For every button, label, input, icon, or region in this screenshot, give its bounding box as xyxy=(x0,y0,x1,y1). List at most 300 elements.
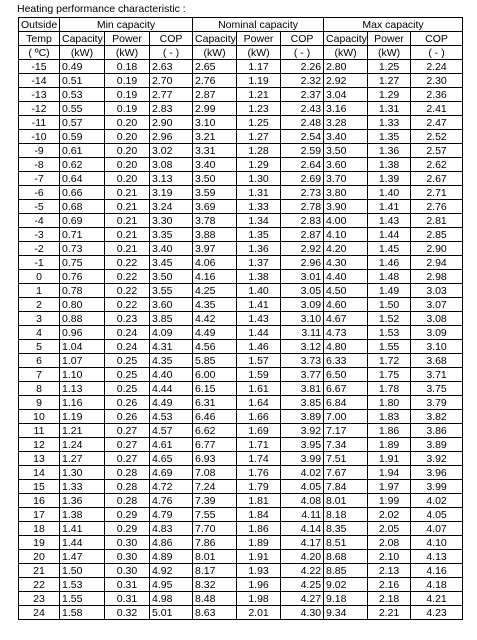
min-capacity-cell: 0.71 xyxy=(60,228,105,242)
nominal-cop-cell: 4.20 xyxy=(281,550,324,564)
min-cop-cell: 5.01 xyxy=(150,606,193,620)
max-power-cell: 1.29 xyxy=(368,88,411,102)
min-power-cell: 0.28 xyxy=(105,494,150,508)
max-power-cell: 1.53 xyxy=(368,326,411,340)
min-power-cell: 0.29 xyxy=(105,522,150,536)
nominal-power-cell: 1.34 xyxy=(237,214,281,228)
nominal-cop-cell: 3.12 xyxy=(281,340,324,354)
max-capacity-cell: 3.70 xyxy=(324,172,368,186)
nominal-power-cell: 1.28 xyxy=(237,144,281,158)
nominal-cop-cell: 4.25 xyxy=(281,578,324,592)
min-capacity-cell: 1.10 xyxy=(60,368,105,382)
max-power-cell: 2.02 xyxy=(368,508,411,522)
outside-temp-cell: -9 xyxy=(19,144,60,158)
nominal-power-cell: 1.36 xyxy=(237,242,281,256)
max-power-cell: 1.80 xyxy=(368,396,411,410)
nominal-cop-cell: 2.37 xyxy=(281,88,324,102)
max-power-cell: 1.50 xyxy=(368,298,411,312)
min-capacity-cell: 1.44 xyxy=(60,536,105,550)
max-capacity-cell: 7.84 xyxy=(324,480,368,494)
nominal-cop-cell: 4.17 xyxy=(281,536,324,550)
outside-temp-cell: 14 xyxy=(19,466,60,480)
table-row xyxy=(19,578,463,592)
min-capacity-cell: 1.30 xyxy=(60,466,105,480)
outside-temp-cell: 10 xyxy=(19,410,60,424)
table-row xyxy=(19,214,463,228)
max-capacity-cell: 3.28 xyxy=(324,116,368,130)
min-cop-cell: 4.79 xyxy=(150,508,193,522)
min-cop-cell: 3.35 xyxy=(150,228,193,242)
table-row xyxy=(19,354,463,368)
nominal-cop-cell: 2.48 xyxy=(281,116,324,130)
min-cop-cell: 4.92 xyxy=(150,564,193,578)
max-power-cell: 1.91 xyxy=(368,452,411,466)
min-cop-cell: 3.13 xyxy=(150,172,193,186)
nominal-capacity-cell: 3.50 xyxy=(193,172,237,186)
max-capacity-cell: 9.18 xyxy=(324,592,368,606)
min-power-cell: 0.20 xyxy=(105,144,150,158)
max-cop-cell: 4.07 xyxy=(411,522,463,536)
nominal-cop-cell: 2.92 xyxy=(281,242,324,256)
max-power-cell: 1.78 xyxy=(368,382,411,396)
min-cop-cell: 2.83 xyxy=(150,102,193,116)
max-capacity-cell: 3.80 xyxy=(324,186,368,200)
nominal-capacity-cell: 4.49 xyxy=(193,326,237,340)
min-capacity-cell: 1.27 xyxy=(60,452,105,466)
max-capacity-cell: 2.80 xyxy=(324,60,368,74)
nominal-capacity-cell: 3.59 xyxy=(193,186,237,200)
max-capacity-cell: 4.80 xyxy=(324,340,368,354)
nominal-power-cell: 1.25 xyxy=(237,116,281,130)
nominal-capacity-cell: 6.62 xyxy=(193,424,237,438)
nominal-cop-cell: 3.85 xyxy=(281,396,324,410)
outside-temp-cell: 19 xyxy=(19,536,60,550)
min-capacity-cell: 1.55 xyxy=(60,592,105,606)
max-cop-cell: 2.30 xyxy=(411,74,463,88)
max-cop-cell: 4.16 xyxy=(411,564,463,578)
nominal-power-cell: 1.64 xyxy=(237,396,281,410)
unit-capacity: (kW) xyxy=(60,46,105,60)
min-capacity-cell: 0.88 xyxy=(60,312,105,326)
table-row xyxy=(19,564,463,578)
nominal-cop-cell: 4.22 xyxy=(281,564,324,578)
max-cop-cell: 3.82 xyxy=(411,410,463,424)
nominal-cop-cell: 3.95 xyxy=(281,438,324,452)
min-capacity-cell: 1.38 xyxy=(60,508,105,522)
table-row xyxy=(19,592,463,606)
table-row xyxy=(19,88,463,102)
outside-temp-cell: -3 xyxy=(19,228,60,242)
min-capacity-cell: 1.47 xyxy=(60,550,105,564)
table-row xyxy=(19,326,463,340)
nominal-cop-cell: 4.11 xyxy=(281,508,324,522)
nominal-capacity-cell: 8.32 xyxy=(193,578,237,592)
max-capacity-cell: 3.60 xyxy=(324,158,368,172)
outside-temp-cell: 16 xyxy=(19,494,60,508)
min-cop-cell: 4.61 xyxy=(150,438,193,452)
nominal-cop-cell: 3.92 xyxy=(281,424,324,438)
outside-temp-cell: -1 xyxy=(19,256,60,270)
max-power-cell: 1.40 xyxy=(368,186,411,200)
max-cop-cell: 2.24 xyxy=(411,60,463,74)
min-capacity-cell: 1.13 xyxy=(60,382,105,396)
max-power-cell: 1.44 xyxy=(368,228,411,242)
max-capacity-cell: 6.84 xyxy=(324,396,368,410)
nominal-capacity-cell: 6.00 xyxy=(193,368,237,382)
nominal-power-cell: 1.93 xyxy=(237,564,281,578)
min-cop-cell: 2.77 xyxy=(150,88,193,102)
min-power-cell: 0.27 xyxy=(105,424,150,438)
nominal-power-cell: 2.01 xyxy=(237,606,281,620)
outside-temp-cell: 23 xyxy=(19,592,60,606)
unit-capacity: (kW) xyxy=(193,46,237,60)
max-cop-cell: 2.52 xyxy=(411,130,463,144)
col-header-capacity: Capacity xyxy=(324,32,368,46)
min-capacity-cell: 0.61 xyxy=(60,144,105,158)
nominal-power-cell: 1.76 xyxy=(237,466,281,480)
nominal-power-cell: 1.46 xyxy=(237,340,281,354)
outside-temp-cell: 21 xyxy=(19,564,60,578)
table-row xyxy=(19,298,463,312)
nominal-cop-cell: 3.09 xyxy=(281,298,324,312)
max-cop-cell: 3.99 xyxy=(411,480,463,494)
table-row xyxy=(19,284,463,298)
nominal-power-cell: 1.61 xyxy=(237,382,281,396)
nominal-capacity-cell: 7.39 xyxy=(193,494,237,508)
max-cop-cell: 4.23 xyxy=(411,606,463,620)
nominal-power-cell: 1.81 xyxy=(237,494,281,508)
max-capacity-cell: 7.34 xyxy=(324,438,368,452)
nominal-power-cell: 1.91 xyxy=(237,550,281,564)
nominal-cop-cell: 4.30 xyxy=(281,606,324,620)
min-capacity-cell: 1.33 xyxy=(60,480,105,494)
min-capacity-cell: 0.78 xyxy=(60,284,105,298)
min-power-cell: 0.28 xyxy=(105,480,150,494)
outside-temp-cell: 7 xyxy=(19,368,60,382)
nominal-capacity-cell: 7.86 xyxy=(193,536,237,550)
nominal-power-cell: 1.33 xyxy=(237,200,281,214)
nominal-power-cell: 1.27 xyxy=(237,130,281,144)
nominal-capacity-cell: 3.97 xyxy=(193,242,237,256)
col-header-cop: COP xyxy=(281,32,324,46)
unit-power: (kW) xyxy=(368,46,411,60)
min-cop-cell: 4.86 xyxy=(150,536,193,550)
max-capacity-cell: 4.20 xyxy=(324,242,368,256)
max-power-cell: 1.86 xyxy=(368,424,411,438)
outside-temp-cell: 12 xyxy=(19,438,60,452)
max-power-cell: 1.45 xyxy=(368,242,411,256)
table-row xyxy=(19,522,463,536)
max-power-cell: 1.48 xyxy=(368,270,411,284)
nominal-cop-cell: 2.59 xyxy=(281,144,324,158)
min-capacity-cell: 0.59 xyxy=(60,130,105,144)
min-power-cell: 0.27 xyxy=(105,438,150,452)
outside-temp-cell: 1 xyxy=(19,284,60,298)
nominal-cop-cell: 2.64 xyxy=(281,158,324,172)
max-power-cell: 1.99 xyxy=(368,494,411,508)
min-cop-cell: 4.98 xyxy=(150,592,193,606)
max-cop-cell: 3.07 xyxy=(411,298,463,312)
nominal-capacity-cell: 7.70 xyxy=(193,522,237,536)
outside-temp-cell: 15 xyxy=(19,480,60,494)
max-cop-cell: 4.13 xyxy=(411,550,463,564)
min-capacity-cell: 0.64 xyxy=(60,172,105,186)
max-cop-cell: 3.96 xyxy=(411,466,463,480)
min-cop-cell: 3.40 xyxy=(150,242,193,256)
min-power-cell: 0.20 xyxy=(105,158,150,172)
table-row xyxy=(19,382,463,396)
nominal-capacity-cell: 4.35 xyxy=(193,298,237,312)
min-cop-cell: 4.89 xyxy=(150,550,193,564)
nominal-cop-cell: 3.81 xyxy=(281,382,324,396)
min-capacity-cell: 1.04 xyxy=(60,340,105,354)
nominal-capacity-cell: 4.56 xyxy=(193,340,237,354)
table-row xyxy=(19,396,463,410)
outside-temp-cell: -7 xyxy=(19,172,60,186)
min-power-cell: 0.30 xyxy=(105,550,150,564)
min-power-cell: 0.22 xyxy=(105,270,150,284)
nominal-capacity-cell: 8.17 xyxy=(193,564,237,578)
max-cop-cell: 2.98 xyxy=(411,270,463,284)
max-cop-cell: 2.41 xyxy=(411,102,463,116)
min-power-cell: 0.29 xyxy=(105,508,150,522)
min-cop-cell: 3.55 xyxy=(150,284,193,298)
nominal-capacity-cell: 2.76 xyxy=(193,74,237,88)
min-capacity-cell: 0.68 xyxy=(60,200,105,214)
nominal-power-cell: 1.41 xyxy=(237,298,281,312)
temp-unit: ( ºC) xyxy=(19,46,60,60)
min-cop-cell: 3.24 xyxy=(150,200,193,214)
max-cop-cell: 2.57 xyxy=(411,144,463,158)
nominal-cop-cell: 2.32 xyxy=(281,74,324,88)
nominal-capacity-cell: 3.69 xyxy=(193,200,237,214)
table-row xyxy=(19,550,463,564)
nominal-power-cell: 1.30 xyxy=(237,172,281,186)
max-power-cell: 1.33 xyxy=(368,116,411,130)
table-row xyxy=(19,494,463,508)
nominal-capacity-cell: 3.10 xyxy=(193,116,237,130)
group-header-min: Min capacity xyxy=(60,18,193,32)
max-capacity-cell: 9.02 xyxy=(324,578,368,592)
max-capacity-cell: 4.10 xyxy=(324,228,368,242)
outside-temp-cell: 0 xyxy=(19,270,60,284)
max-capacity-cell: 3.50 xyxy=(324,144,368,158)
min-cop-cell: 3.30 xyxy=(150,214,193,228)
max-capacity-cell: 6.67 xyxy=(324,382,368,396)
nominal-power-cell: 1.29 xyxy=(237,158,281,172)
max-capacity-cell: 8.85 xyxy=(324,564,368,578)
max-capacity-cell: 8.35 xyxy=(324,522,368,536)
nominal-capacity-cell: 4.06 xyxy=(193,256,237,270)
min-power-cell: 0.30 xyxy=(105,564,150,578)
nominal-cop-cell: 2.78 xyxy=(281,200,324,214)
min-capacity-cell: 0.73 xyxy=(60,242,105,256)
max-cop-cell: 2.47 xyxy=(411,116,463,130)
max-cop-cell: 3.09 xyxy=(411,326,463,340)
min-capacity-cell: 1.21 xyxy=(60,424,105,438)
table-row xyxy=(19,116,463,130)
header-row-units xyxy=(19,46,463,60)
table-row xyxy=(19,368,463,382)
max-power-cell: 1.46 xyxy=(368,256,411,270)
min-capacity-cell: 0.57 xyxy=(60,116,105,130)
max-capacity-cell: 4.40 xyxy=(324,270,368,284)
max-power-cell: 1.97 xyxy=(368,480,411,494)
nominal-cop-cell: 3.10 xyxy=(281,312,324,326)
nominal-power-cell: 1.96 xyxy=(237,578,281,592)
min-capacity-cell: 1.24 xyxy=(60,438,105,452)
nominal-power-cell: 1.17 xyxy=(237,60,281,74)
min-cop-cell: 4.72 xyxy=(150,480,193,494)
max-cop-cell: 4.18 xyxy=(411,578,463,592)
nominal-power-cell: 1.89 xyxy=(237,536,281,550)
table-row xyxy=(19,242,463,256)
max-cop-cell: 3.03 xyxy=(411,284,463,298)
col-header-capacity: Capacity xyxy=(193,32,237,46)
max-capacity-cell: 4.73 xyxy=(324,326,368,340)
nominal-cop-cell: 2.87 xyxy=(281,228,324,242)
max-capacity-cell: 8.18 xyxy=(324,508,368,522)
nominal-capacity-cell: 8.48 xyxy=(193,592,237,606)
min-power-cell: 0.24 xyxy=(105,326,150,340)
table-row xyxy=(19,200,463,214)
min-power-cell: 0.22 xyxy=(105,256,150,270)
min-capacity-cell: 0.80 xyxy=(60,298,105,312)
max-power-cell: 1.25 xyxy=(368,60,411,74)
nominal-power-cell: 1.35 xyxy=(237,228,281,242)
nominal-power-cell: 1.40 xyxy=(237,284,281,298)
col-header-capacity: Capacity xyxy=(60,32,105,46)
nominal-capacity-cell: 7.55 xyxy=(193,508,237,522)
min-power-cell: 0.21 xyxy=(105,228,150,242)
max-power-cell: 2.21 xyxy=(368,606,411,620)
max-capacity-cell: 4.60 xyxy=(324,298,368,312)
min-cop-cell: 3.45 xyxy=(150,256,193,270)
nominal-cop-cell: 3.89 xyxy=(281,410,324,424)
max-cop-cell: 3.10 xyxy=(411,340,463,354)
max-cop-cell: 3.89 xyxy=(411,438,463,452)
max-power-cell: 1.72 xyxy=(368,354,411,368)
table-row xyxy=(19,508,463,522)
min-power-cell: 0.18 xyxy=(105,60,150,74)
nominal-capacity-cell: 6.77 xyxy=(193,438,237,452)
outside-temp-cell: -10 xyxy=(19,130,60,144)
min-capacity-cell: 1.19 xyxy=(60,410,105,424)
nominal-capacity-cell: 3.21 xyxy=(193,130,237,144)
max-power-cell: 1.83 xyxy=(368,410,411,424)
max-capacity-cell: 8.51 xyxy=(324,536,368,550)
min-power-cell: 0.25 xyxy=(105,354,150,368)
min-power-cell: 0.24 xyxy=(105,340,150,354)
nominal-capacity-cell: 2.99 xyxy=(193,102,237,116)
outside-header: Outside xyxy=(19,18,60,32)
heating-performance-table xyxy=(18,17,463,620)
max-cop-cell: 4.21 xyxy=(411,592,463,606)
max-cop-cell: 3.08 xyxy=(411,312,463,326)
min-cop-cell: 3.19 xyxy=(150,186,193,200)
min-cop-cell: 4.49 xyxy=(150,396,193,410)
nominal-power-cell: 1.79 xyxy=(237,480,281,494)
nominal-cop-cell: 2.69 xyxy=(281,172,324,186)
outside-temp-cell: -12 xyxy=(19,102,60,116)
outside-temp-cell: -13 xyxy=(19,88,60,102)
max-cop-cell: 2.67 xyxy=(411,172,463,186)
unit-cop: ( - ) xyxy=(281,46,324,60)
max-capacity-cell: 4.00 xyxy=(324,214,368,228)
min-power-cell: 0.19 xyxy=(105,102,150,116)
max-power-cell: 2.05 xyxy=(368,522,411,536)
min-capacity-cell: 1.53 xyxy=(60,578,105,592)
max-power-cell: 1.39 xyxy=(368,172,411,186)
min-power-cell: 0.26 xyxy=(105,410,150,424)
min-cop-cell: 4.09 xyxy=(150,326,193,340)
table-row xyxy=(19,410,463,424)
min-power-cell: 0.20 xyxy=(105,130,150,144)
header-row-columns xyxy=(19,32,463,46)
max-power-cell: 1.35 xyxy=(368,130,411,144)
outside-temp-cell: 24 xyxy=(19,606,60,620)
nominal-power-cell: 1.74 xyxy=(237,452,281,466)
nominal-capacity-cell: 7.24 xyxy=(193,480,237,494)
max-capacity-cell: 7.51 xyxy=(324,452,368,466)
outside-temp-cell: -4 xyxy=(19,214,60,228)
nominal-capacity-cell: 3.40 xyxy=(193,158,237,172)
outside-temp-cell: 13 xyxy=(19,452,60,466)
outside-temp-cell: 11 xyxy=(19,424,60,438)
col-header-cop: COP xyxy=(150,32,193,46)
nominal-capacity-cell: 2.65 xyxy=(193,60,237,74)
nominal-capacity-cell: 6.15 xyxy=(193,382,237,396)
max-power-cell: 1.75 xyxy=(368,368,411,382)
table-row xyxy=(19,424,463,438)
unit-cop: ( - ) xyxy=(411,46,463,60)
max-capacity-cell: 6.50 xyxy=(324,368,368,382)
min-capacity-cell: 0.62 xyxy=(60,158,105,172)
nominal-cop-cell: 2.83 xyxy=(281,214,324,228)
nominal-cop-cell: 3.05 xyxy=(281,284,324,298)
group-header-max: Max capacity xyxy=(324,18,463,32)
nominal-cop-cell: 2.26 xyxy=(281,60,324,74)
nominal-cop-cell: 2.96 xyxy=(281,256,324,270)
max-capacity-cell: 6.33 xyxy=(324,354,368,368)
min-cop-cell: 4.53 xyxy=(150,410,193,424)
min-cop-cell: 4.44 xyxy=(150,382,193,396)
max-power-cell: 2.16 xyxy=(368,578,411,592)
min-capacity-cell: 1.36 xyxy=(60,494,105,508)
max-cop-cell: 4.05 xyxy=(411,508,463,522)
unit-power: (kW) xyxy=(237,46,281,60)
table-row xyxy=(19,452,463,466)
max-power-cell: 1.49 xyxy=(368,284,411,298)
max-cop-cell: 3.79 xyxy=(411,396,463,410)
min-cop-cell: 3.08 xyxy=(150,158,193,172)
max-cop-cell: 2.94 xyxy=(411,256,463,270)
nominal-capacity-cell: 6.31 xyxy=(193,396,237,410)
max-cop-cell: 3.92 xyxy=(411,452,463,466)
min-power-cell: 0.31 xyxy=(105,592,150,606)
max-power-cell: 1.52 xyxy=(368,312,411,326)
nominal-capacity-cell: 3.78 xyxy=(193,214,237,228)
min-capacity-cell: 1.58 xyxy=(60,606,105,620)
table-row xyxy=(19,172,463,186)
nominal-power-cell: 1.19 xyxy=(237,74,281,88)
max-capacity-cell: 3.40 xyxy=(324,130,368,144)
max-power-cell: 2.18 xyxy=(368,592,411,606)
min-capacity-cell: 0.69 xyxy=(60,214,105,228)
nominal-cop-cell: 4.14 xyxy=(281,522,324,536)
min-power-cell: 0.23 xyxy=(105,312,150,326)
max-power-cell: 1.27 xyxy=(368,74,411,88)
